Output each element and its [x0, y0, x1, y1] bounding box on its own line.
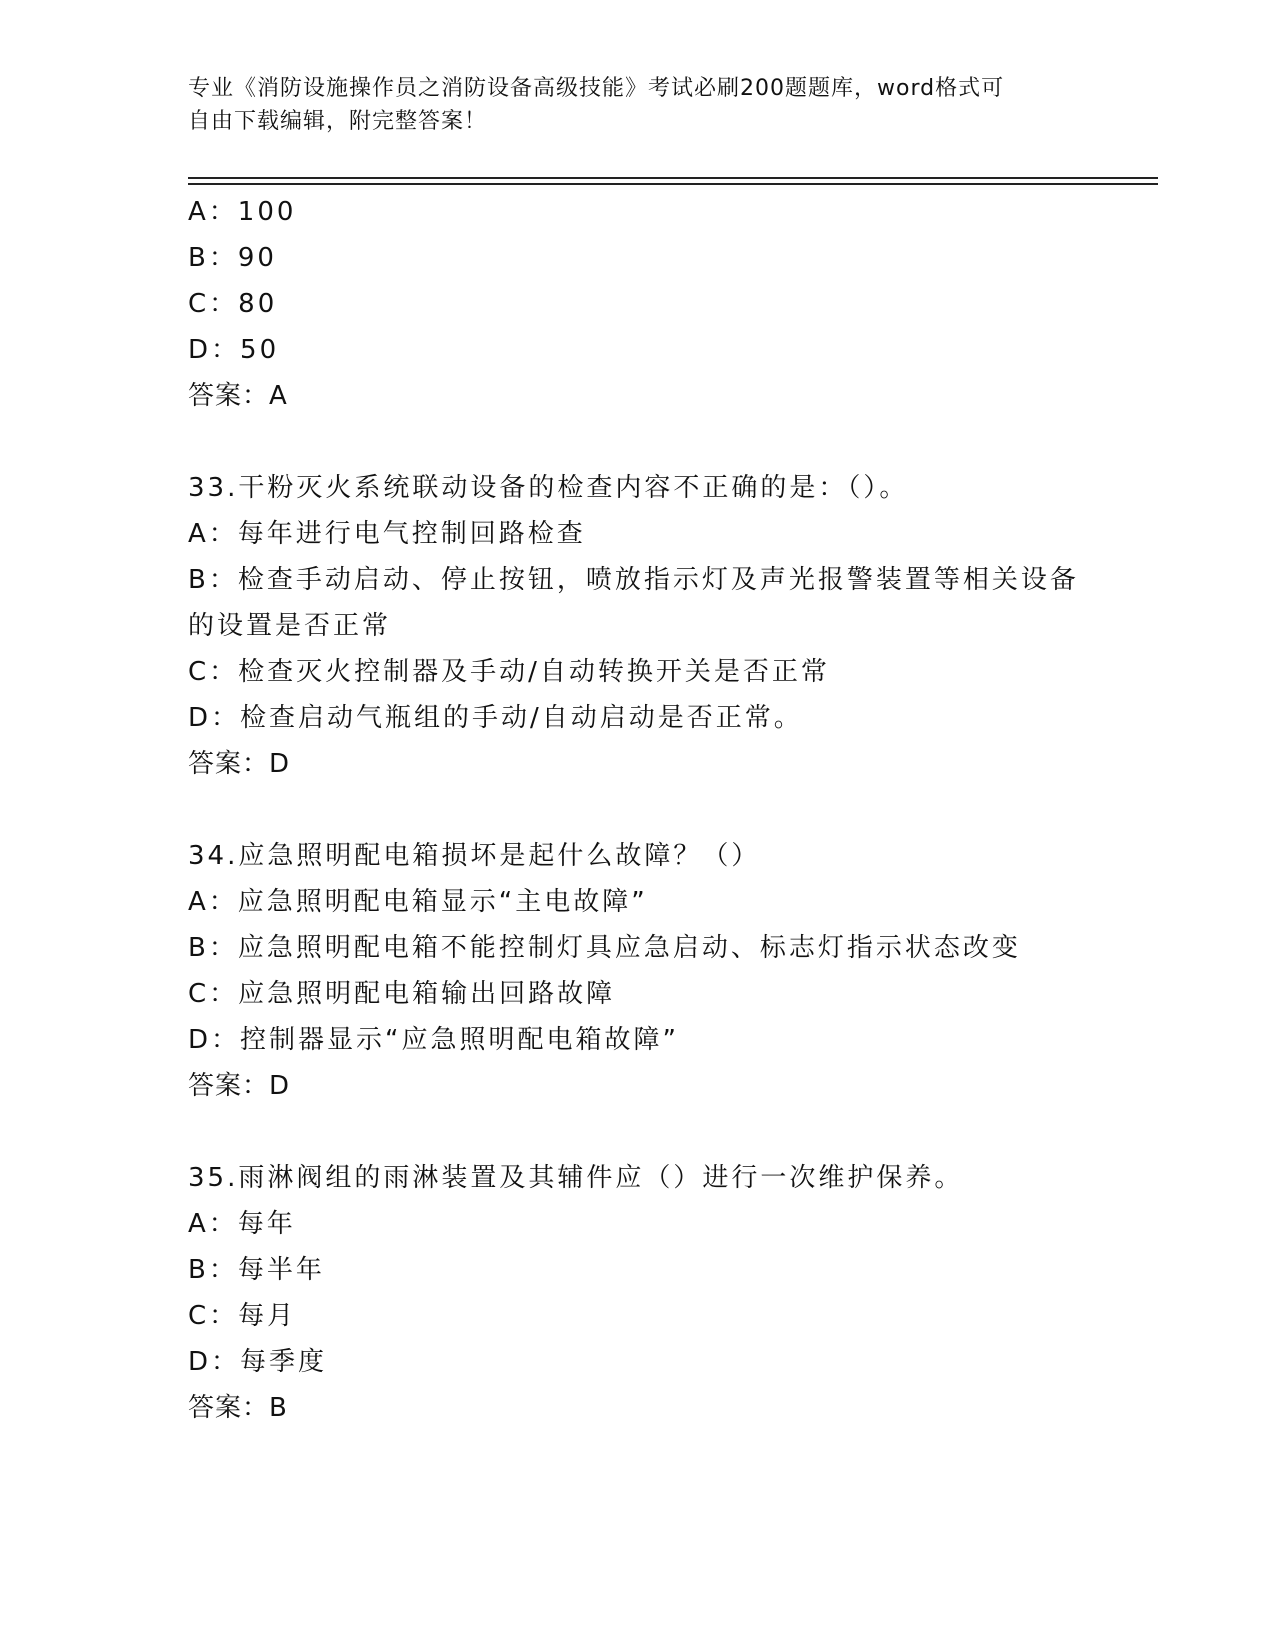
option-c: C：检查灭火控制器及手动/自动转换开关是否正常 — [188, 657, 830, 687]
option-a: A：100 — [188, 197, 297, 227]
option-d: D：检查启动气瓶组的手动/自动启动是否正常。 — [188, 703, 803, 733]
document-header — [188, 72, 1068, 138]
option-a: A：每年 — [188, 1209, 296, 1239]
option-b: B：每半年 — [188, 1255, 325, 1285]
option-b: B：检查手动启动、停止按钮，喷放指示灯及声光报警装置等相关设备 — [188, 565, 1079, 595]
question-text: 33.干粉灭火系统联动设备的检查内容不正确的是：（）。 — [188, 473, 909, 503]
option-c: C：80 — [188, 289, 278, 319]
question-34-block — [188, 833, 1088, 1109]
header-divider-bottom — [188, 183, 1158, 185]
option-a: A：应急照明配电箱显示“主电故障” — [188, 887, 648, 917]
option-c: C：应急照明配电箱输出回路故障 — [188, 979, 616, 1009]
header-line-1: 专业《消防设施操作员之消防设备高级技能》考试必刷200题题库，word格式可 — [188, 76, 1005, 101]
question-35-block — [188, 1155, 1088, 1431]
option-d: D：每季度 — [188, 1347, 328, 1377]
spacer — [188, 787, 1088, 833]
answer-label: 答案：D — [188, 749, 291, 779]
spacer — [188, 419, 1088, 465]
option-b: B：应急照明配电箱不能控制灯具应急启动、标志灯指示状态改变 — [188, 933, 1021, 963]
answer-label: 答案：A — [188, 381, 288, 411]
question-32-block — [188, 189, 1088, 419]
option-c: C：每月 — [188, 1301, 297, 1331]
header-divider-top — [188, 177, 1158, 179]
question-text: 34.应急照明配电箱损坏是起什么故障？（） — [188, 841, 761, 871]
answer-label: 答案：D — [188, 1071, 291, 1101]
option-d: D：控制器显示“应急照明配电箱故障” — [188, 1025, 679, 1055]
option-b: B：90 — [188, 243, 277, 273]
spacer — [188, 1109, 1088, 1155]
question-content — [188, 189, 1088, 1431]
option-b-continued: 的设置是否正常 — [188, 611, 392, 641]
answer-label: 答案：B — [188, 1393, 288, 1423]
header-line-2: 自由下载编辑，附完整答案！ — [188, 109, 488, 134]
option-a: A：每年进行电气控制回路检查 — [188, 519, 586, 549]
option-d: D：50 — [188, 335, 280, 365]
question-text: 35.雨淋阀组的雨淋装置及其辅件应（）进行一次维护保养。 — [188, 1163, 964, 1193]
question-33-block — [188, 465, 1088, 787]
